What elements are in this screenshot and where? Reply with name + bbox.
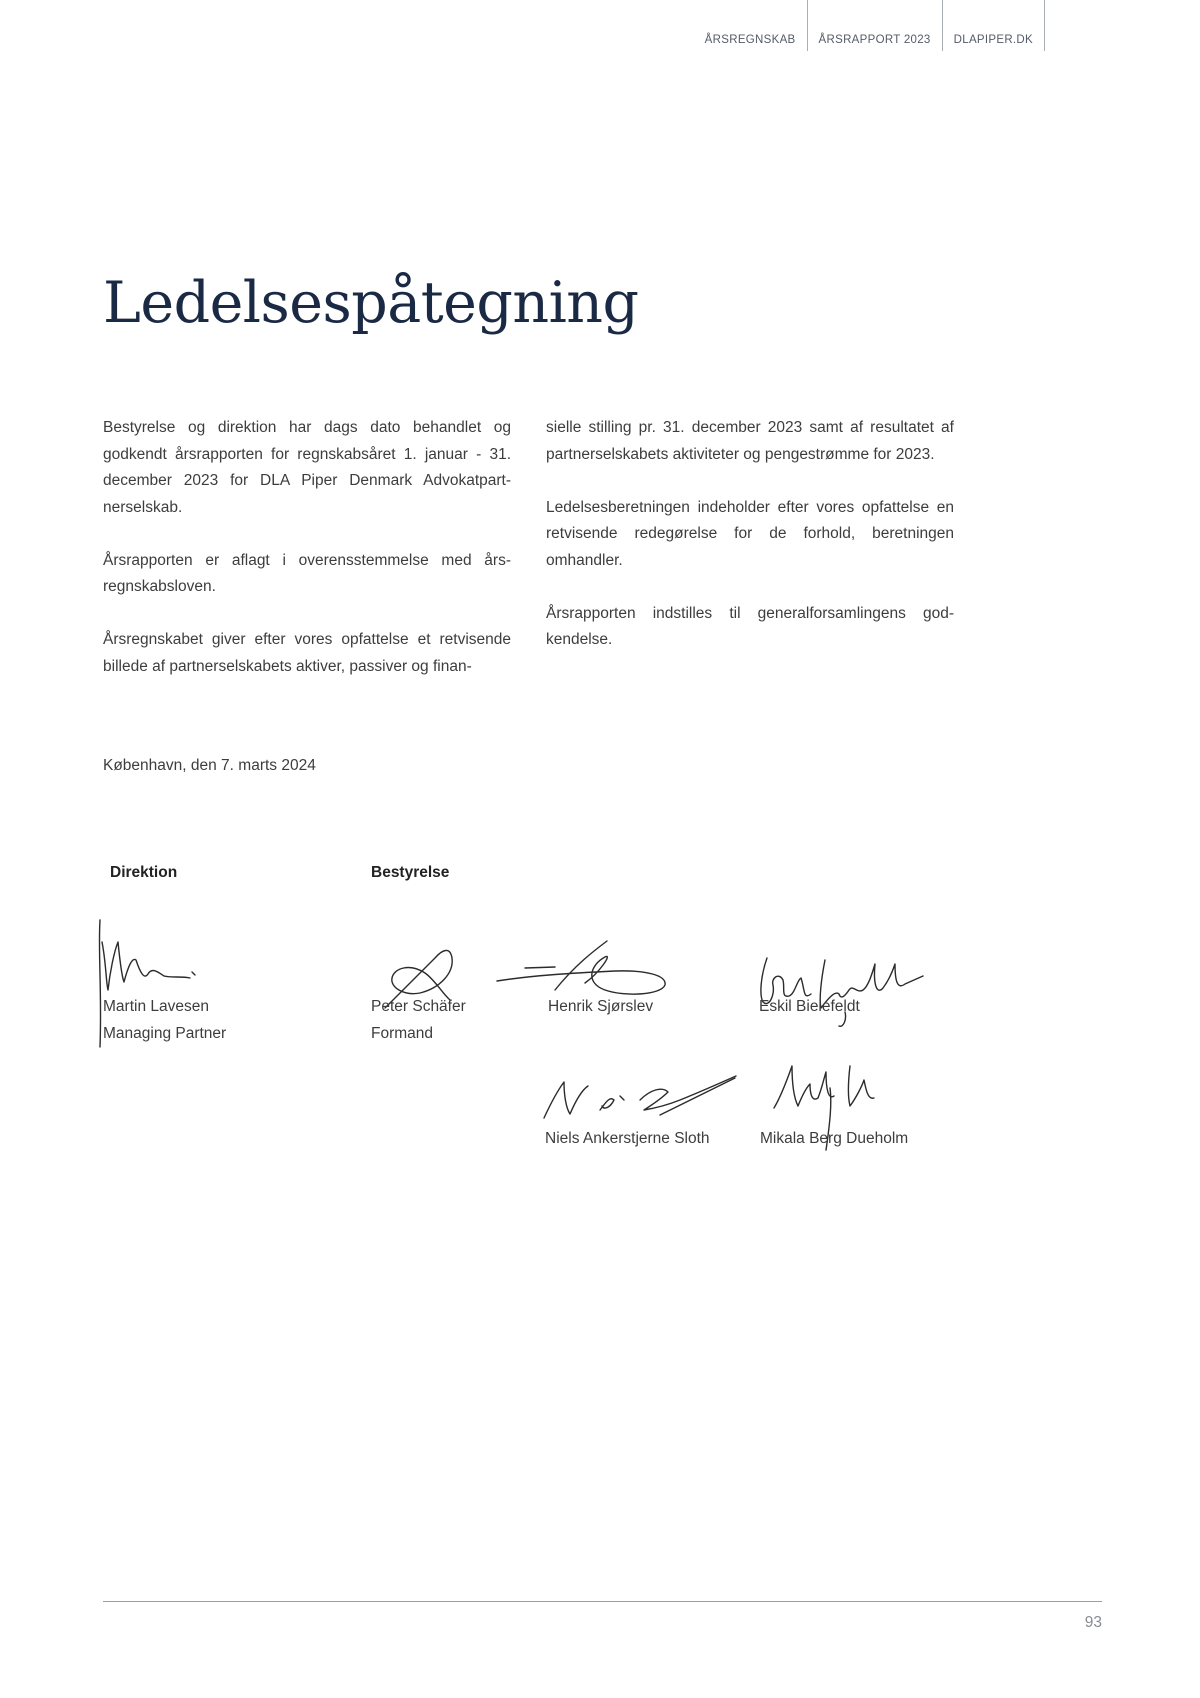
- paragraph: Årsrapporten er aflagt i overensstemmelse med års-regnskabsloven.: [103, 551, 511, 595]
- top-nav: [694, 0, 1045, 51]
- signatory-eskil-bielefeldt: [759, 993, 860, 1020]
- paragraph: sielle stilling pr. 31. december 2023 samt af resultatet af partnerselskabets aktiviteter og pengestrømme for 2023.: [546, 419, 954, 463]
- signatory-martin-lavesen: [103, 993, 226, 1047]
- signatory-name: Martin Lavesen: [103, 998, 209, 1015]
- text-column-right: [546, 415, 954, 680]
- signatory-role: Managing Partner: [103, 1025, 227, 1042]
- signatory-henrik-sjorslev: [548, 993, 653, 1020]
- signature-niels-ankerstjerne-sloth: [540, 1070, 740, 1130]
- page-title: Ledelsespåtegning: [103, 270, 639, 336]
- paragraph: Årsrapporten indstilles til generalforsamlingens god-kendelse.: [546, 604, 954, 648]
- signatory-peter-schafer: [371, 993, 466, 1047]
- nav-link-dlapiper-dk[interactable]: DLAPIPER.DK: [943, 0, 1045, 51]
- signatory-role: Formand: [371, 1025, 434, 1042]
- signatory-mikala-berg-dueholm: [760, 1125, 908, 1152]
- paragraph: Bestyrelse og direktion har dags dato behandlet og godkendt årsrapporten for regnskabsåret 1. januar - 31. december 2023 for DLA Piper Denmark Advokatpart-nerselskab.: [103, 419, 511, 516]
- signatory-name: Eskil Bielefeldt: [759, 998, 860, 1015]
- place-and-date: København, den 7. marts 2024: [103, 757, 316, 774]
- signatory-niels-ankerstjerne-sloth: [545, 1125, 710, 1152]
- nav-link-aarsrapport-2023[interactable]: ÅRSRAPPORT 2023: [808, 0, 943, 51]
- page-number: 93: [1084, 1614, 1102, 1631]
- paragraph: Ledelsesberetningen indeholder efter vores opfattelse en retvisende redegørelse for de forhold, beretningen omhandler.: [546, 498, 954, 569]
- signatory-name: Niels Ankerstjerne Sloth: [545, 1130, 710, 1147]
- signatory-name: Peter Schäfer: [371, 998, 466, 1015]
- signatory-name: Mikala Berg Dueholm: [760, 1130, 909, 1147]
- footer-divider: [103, 1601, 1102, 1602]
- paragraph: Årsregnskabet giver efter vores opfattelse et retvisende billede af partnerselskabets aktiver, passiver og finan-: [103, 631, 511, 675]
- heading-bestyrelse: Bestyrelse: [371, 864, 450, 881]
- text-column-left: [103, 415, 511, 707]
- signatory-name: Henrik Sjørslev: [548, 998, 654, 1015]
- heading-direktion: Direktion: [110, 864, 178, 881]
- nav-link-aarsregnskab[interactable]: ÅRSREGNSKAB: [694, 0, 808, 51]
